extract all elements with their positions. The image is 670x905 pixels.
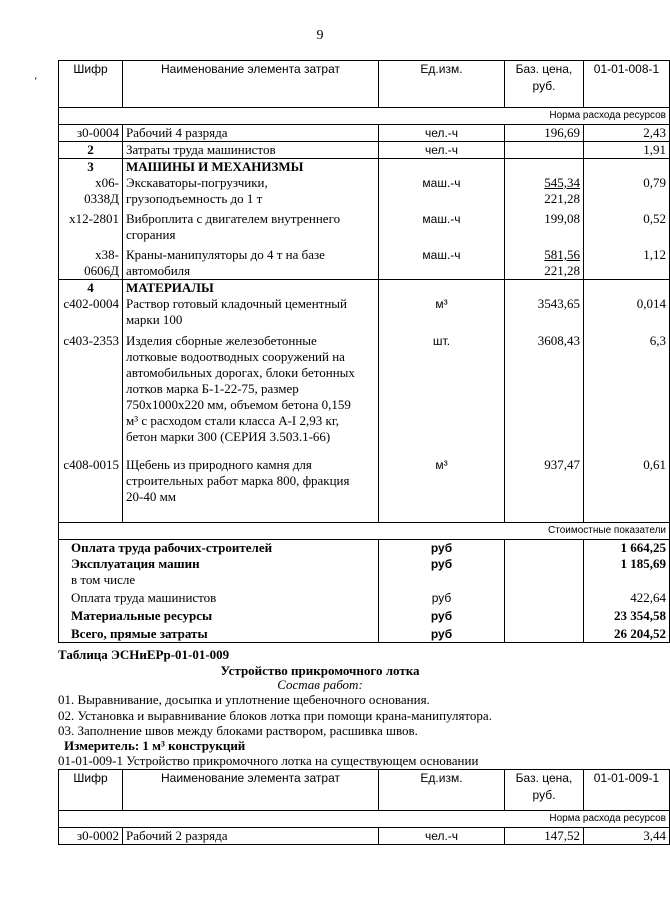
header-unit: Ед.изм. <box>379 770 505 811</box>
header-price: Баз. цена, руб. <box>505 770 584 811</box>
cost-row: Материальные ресурсы руб 23 354,58 <box>59 606 670 624</box>
cost-header: Стоимостные показатели <box>59 522 670 539</box>
table-row: х38-0606Д Краны-манипуляторы до 4 т на базе автомобиля маш.-ч 581,56 221,28 1,12 <box>59 243 670 280</box>
cost-row: Эксплуатация машин руб 1 185,69 <box>59 556 670 572</box>
header-code: Шифр <box>59 61 123 108</box>
table-row: с403-2353 Изделия сборные железобетонные лотковые водоотводных сооружений на автомобильных дорогах, блоки бетонных лотков марка Б-1-22-75, размер 750х1000х220 мм, объемом бетона 0,159 м³ с расходом стали класса А-I 2,93 кг, бетон марки 300 (СЕРИЯ 3.503.1-66) шт. 3608,43 6,3 <box>59 328 670 445</box>
table-row: х12-2801 Виброплита с двигателем внутреннего сгорания маш.-ч 199,08 0,52 <box>59 207 670 243</box>
subheader-row <box>59 811 670 828</box>
work-step: 02. Установка и выравнивание блоков лотка при помощи крана-манипулятора. <box>58 708 492 723</box>
header-norm-code: 01-01-009-1 <box>584 770 670 811</box>
table-row: з0-0004 Рабочий 4 разряда чел.-ч 196,69 2,43 <box>59 125 670 142</box>
section-subtitle: Устройство прикромочного лотка <box>220 663 420 678</box>
header-price: Баз. цена, руб. <box>505 61 584 108</box>
header-name: Наименование элемента затрат <box>123 61 379 108</box>
margin-mark: ʻ <box>34 76 38 87</box>
table-title: Таблица ЭСНиЕРр-01-01-009 <box>58 647 230 662</box>
page-number: 9 <box>316 28 324 43</box>
table-row: с408-0015 Щебень из природного камня для строительных работ марка 800, фракция 20-40 мм м³ 937,47 0,61 <box>59 445 670 505</box>
resource-norm-table-2 <box>58 769 670 845</box>
table-row: х06-0338Д Экскаваторы-погрузчики, грузоподъемность до 1 т маш.-ч 545,34 221,28 0,79 <box>59 175 670 207</box>
work-step: 03. Заполнение швов между блоками раствором, расшивка швов. <box>58 723 418 738</box>
header-code: Шифр <box>59 770 123 811</box>
measure-unit: Измеритель: 1 м³ конструкций <box>64 738 246 753</box>
subheader-norm: Норма расхода ресурсов <box>59 108 670 125</box>
cost-header-row <box>59 522 670 539</box>
header-norm-code: 01-01-008-1 <box>584 61 670 108</box>
header-unit: Ед.изм. <box>379 61 505 108</box>
table-row: с402-0004 Раствор готовый кладочный цементный марки 100 м³ 3543,65 0,014 <box>59 296 670 328</box>
spacer-row <box>59 505 670 522</box>
subheader-norm: Норма расхода ресурсов <box>59 811 670 828</box>
work-composition-header: Состав работ: <box>277 677 363 692</box>
table-header-row <box>59 61 670 108</box>
table-row: 2 Затраты труда машинистов чел.-ч 1,91 <box>59 142 670 159</box>
work-step: 01. Выравнивание, досыпка и уплотнение щебеночного основания. <box>58 692 430 707</box>
table-row: з0-0002 Рабочий 2 разряда чел.-ч 147,52 3,44 <box>59 828 670 845</box>
section-row-materials: 4 МАТЕРИАЛЫ <box>59 280 670 297</box>
section-row-machines: 3 МАШИНЫ И МЕХАНИЗМЫ <box>59 159 670 176</box>
cost-row: Всего, прямые затраты руб 26 204,52 <box>59 624 670 643</box>
cost-row: в том числе <box>59 572 670 588</box>
table-header-row <box>59 770 670 811</box>
cost-row: Оплата труда машинистов руб 422,64 <box>59 588 670 606</box>
resource-norm-table-1 <box>58 60 670 643</box>
cost-row: Оплата труда рабочих-строителей руб 1 664,25 <box>59 539 670 556</box>
subheader-row <box>59 108 670 125</box>
norm-item-title: 01-01-009-1 Устройство прикромочного лотка на существующем основании <box>58 753 479 768</box>
header-name: Наименование элемента затрат <box>123 770 379 811</box>
